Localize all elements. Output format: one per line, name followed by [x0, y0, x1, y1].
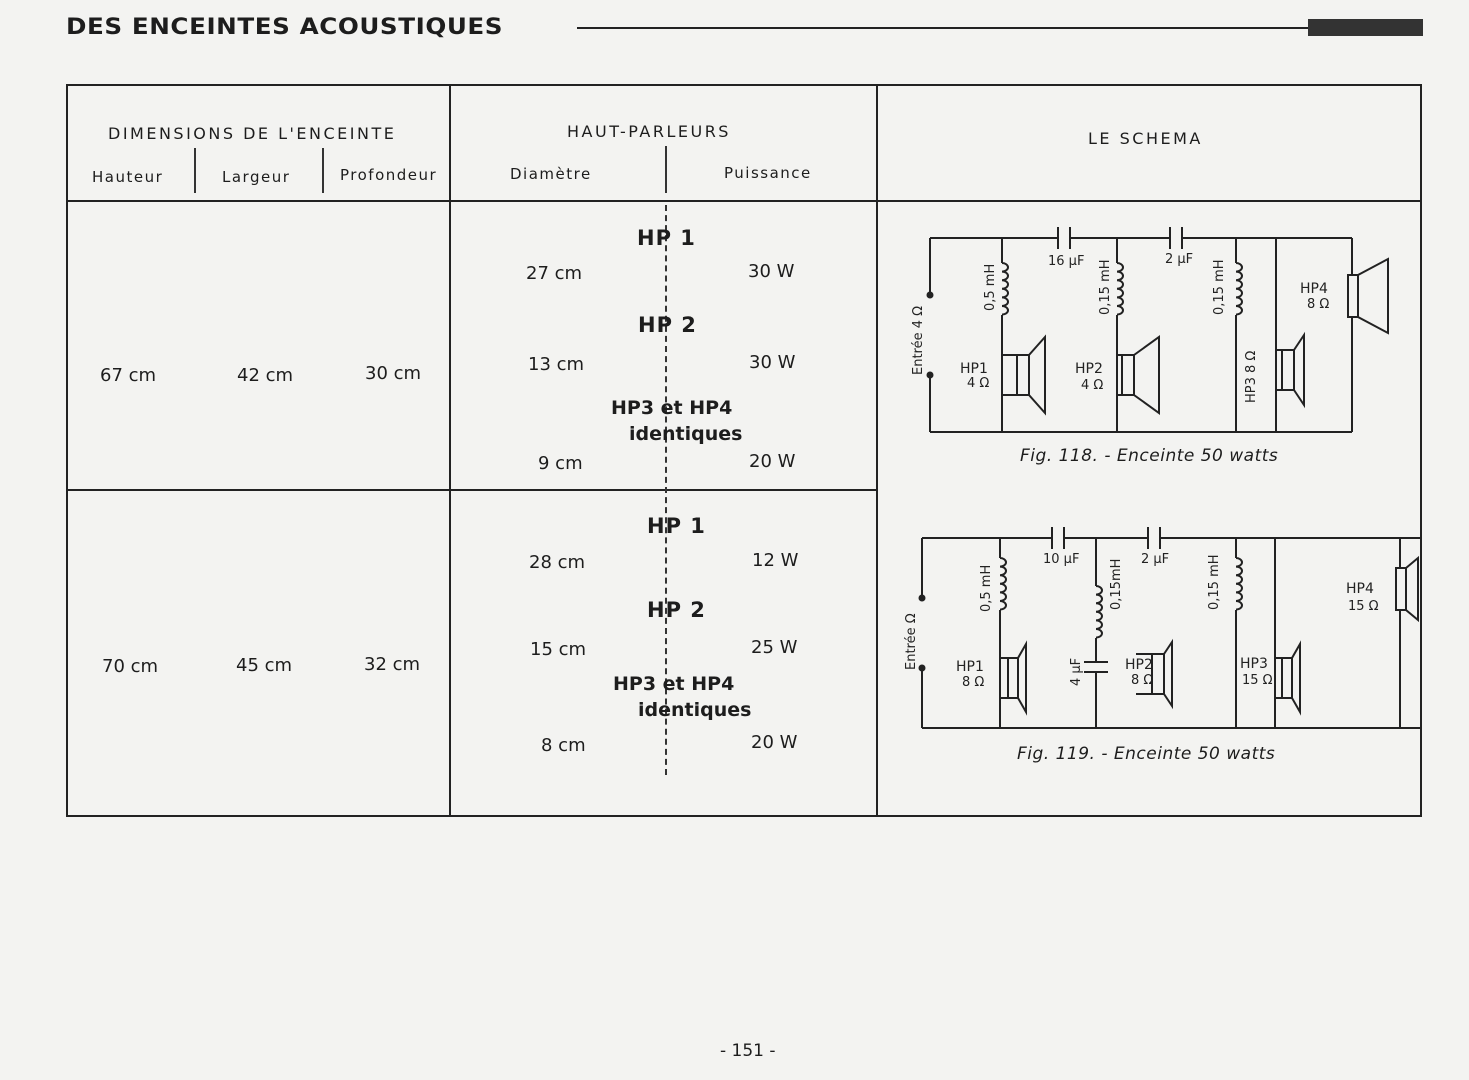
row1-hp1-diameter: 27 cm	[526, 263, 583, 284]
table-header-divider	[66, 200, 1422, 202]
fig119-hp3-label: HP3	[1240, 656, 1268, 672]
row1-depth: 30 cm	[365, 363, 422, 384]
row1-hp1-power: 30 W	[748, 261, 795, 282]
fig119-c2-label: 2 μF	[1141, 552, 1170, 567]
row2-hp1-diameter: 28 cm	[529, 552, 586, 573]
row1-height: 67 cm	[100, 365, 157, 386]
subheader-separator	[665, 146, 667, 193]
schematic-fig-118	[880, 205, 1420, 487]
page-header-title: DES ENCEINTES ACOUSTIQUES	[66, 15, 504, 40]
row2-depth: 32 cm	[364, 654, 421, 675]
fig118-hp2-label: HP2	[1075, 361, 1103, 377]
fig119-c1-label: 10 μF	[1043, 552, 1080, 567]
fig119-c3-label: 4 μF	[1069, 657, 1084, 686]
fig118-hp4-label: HP4	[1300, 281, 1328, 297]
fig118-l2-label: 0,15 mH	[1098, 259, 1113, 315]
fig118-l3-label: 0,15 mH	[1212, 259, 1227, 315]
fig118-l1-label: 0,5 mH	[983, 263, 998, 311]
fig119-input-label: Entrée Ω	[904, 613, 919, 670]
header-rule	[577, 27, 1309, 29]
fig118-hp1-ohm: 4 Ω	[967, 376, 990, 391]
row1-hp2-diameter: 13 cm	[528, 354, 585, 375]
column-header-speakers: HAUT-PARLEURS	[567, 122, 731, 141]
fig118-caption: Fig. 118. - Enceinte 50 watts	[1020, 446, 1279, 466]
fig119-hp4-ohm: 15 Ω	[1348, 599, 1379, 614]
fig118-hp1-label: HP1	[960, 361, 988, 377]
row1-hp2-name: HP 2	[638, 313, 697, 337]
row1-hp1-name: HP 1	[637, 226, 696, 250]
row2-hp34-name: HP3 et HP4	[613, 673, 735, 695]
subheader-power: Puissance	[724, 164, 812, 182]
header-block	[1308, 19, 1423, 36]
row1-hp34-power: 20 W	[749, 451, 796, 472]
column-divider-speakers	[876, 84, 878, 817]
fig119-hp2-label: HP2	[1125, 657, 1153, 673]
fig118-c2-label: 2 μF	[1165, 252, 1194, 267]
row2-hp34-power: 20 W	[751, 732, 798, 753]
table-row-divider	[66, 489, 878, 491]
row1-hp34-diameter: 9 cm	[538, 453, 583, 474]
row2-height: 70 cm	[102, 656, 159, 677]
row2-hp34-note: identiques	[638, 699, 752, 721]
fig119-hp2-ohm: 8 Ω	[1131, 673, 1154, 688]
row1-hp2-power: 30 W	[749, 352, 796, 373]
fig118-c1-label: 16 μF	[1048, 254, 1085, 269]
column-divider-dimensions	[449, 84, 451, 817]
fig119-hp4-label: HP4	[1346, 581, 1374, 597]
fig118-hp3-label: HP3 8 Ω	[1244, 350, 1259, 403]
fig118-input-label: Entrée 4 Ω	[911, 305, 926, 375]
page-number: - 151 -	[720, 1041, 776, 1061]
fig119-hp1-ohm: 8 Ω	[962, 675, 985, 690]
subheader-height: Hauteur	[92, 168, 164, 186]
subheader-width: Largeur	[222, 168, 291, 186]
fig119-l2-label: 0,15mH	[1109, 558, 1124, 610]
column-header-dimensions: DIMENSIONS DE L'ENCEINTE	[108, 124, 397, 143]
subheader-depth: Profondeur	[340, 166, 438, 184]
row2-hp2-power: 25 W	[751, 637, 798, 658]
row2-hp34-diameter: 8 cm	[541, 735, 586, 756]
fig119-l3-label: 0,15 mH	[1207, 554, 1222, 610]
fig118-hp4-ohm: 8 Ω	[1307, 297, 1330, 312]
row2-hp1-power: 12 W	[752, 550, 799, 571]
fig118-hp2-ohm: 4 Ω	[1081, 378, 1104, 393]
subheader-diameter: Diamètre	[510, 165, 592, 183]
column-header-schema: LE SCHEMA	[1088, 129, 1203, 148]
fig119-l1-label: 0,5 mH	[979, 564, 994, 612]
fig119-caption: Fig. 119. - Enceinte 50 watts	[1017, 744, 1276, 764]
fig119-hp1-label: HP1	[956, 659, 984, 675]
row2-hp1-name: HP 1	[647, 514, 706, 538]
row2-hp2-diameter: 15 cm	[530, 639, 587, 660]
subheader-separator	[322, 148, 324, 193]
fig119-hp3-ohm: 15 Ω	[1242, 673, 1273, 688]
subheader-separator	[194, 148, 196, 193]
row1-hp34-name: HP3 et HP4	[611, 397, 733, 419]
row1-hp34-note: identiques	[629, 423, 743, 445]
row1-width: 42 cm	[237, 365, 294, 386]
row2-hp2-name: HP 2	[647, 598, 706, 622]
schematic-fig-119	[880, 518, 1420, 734]
row2-width: 45 cm	[236, 655, 293, 676]
